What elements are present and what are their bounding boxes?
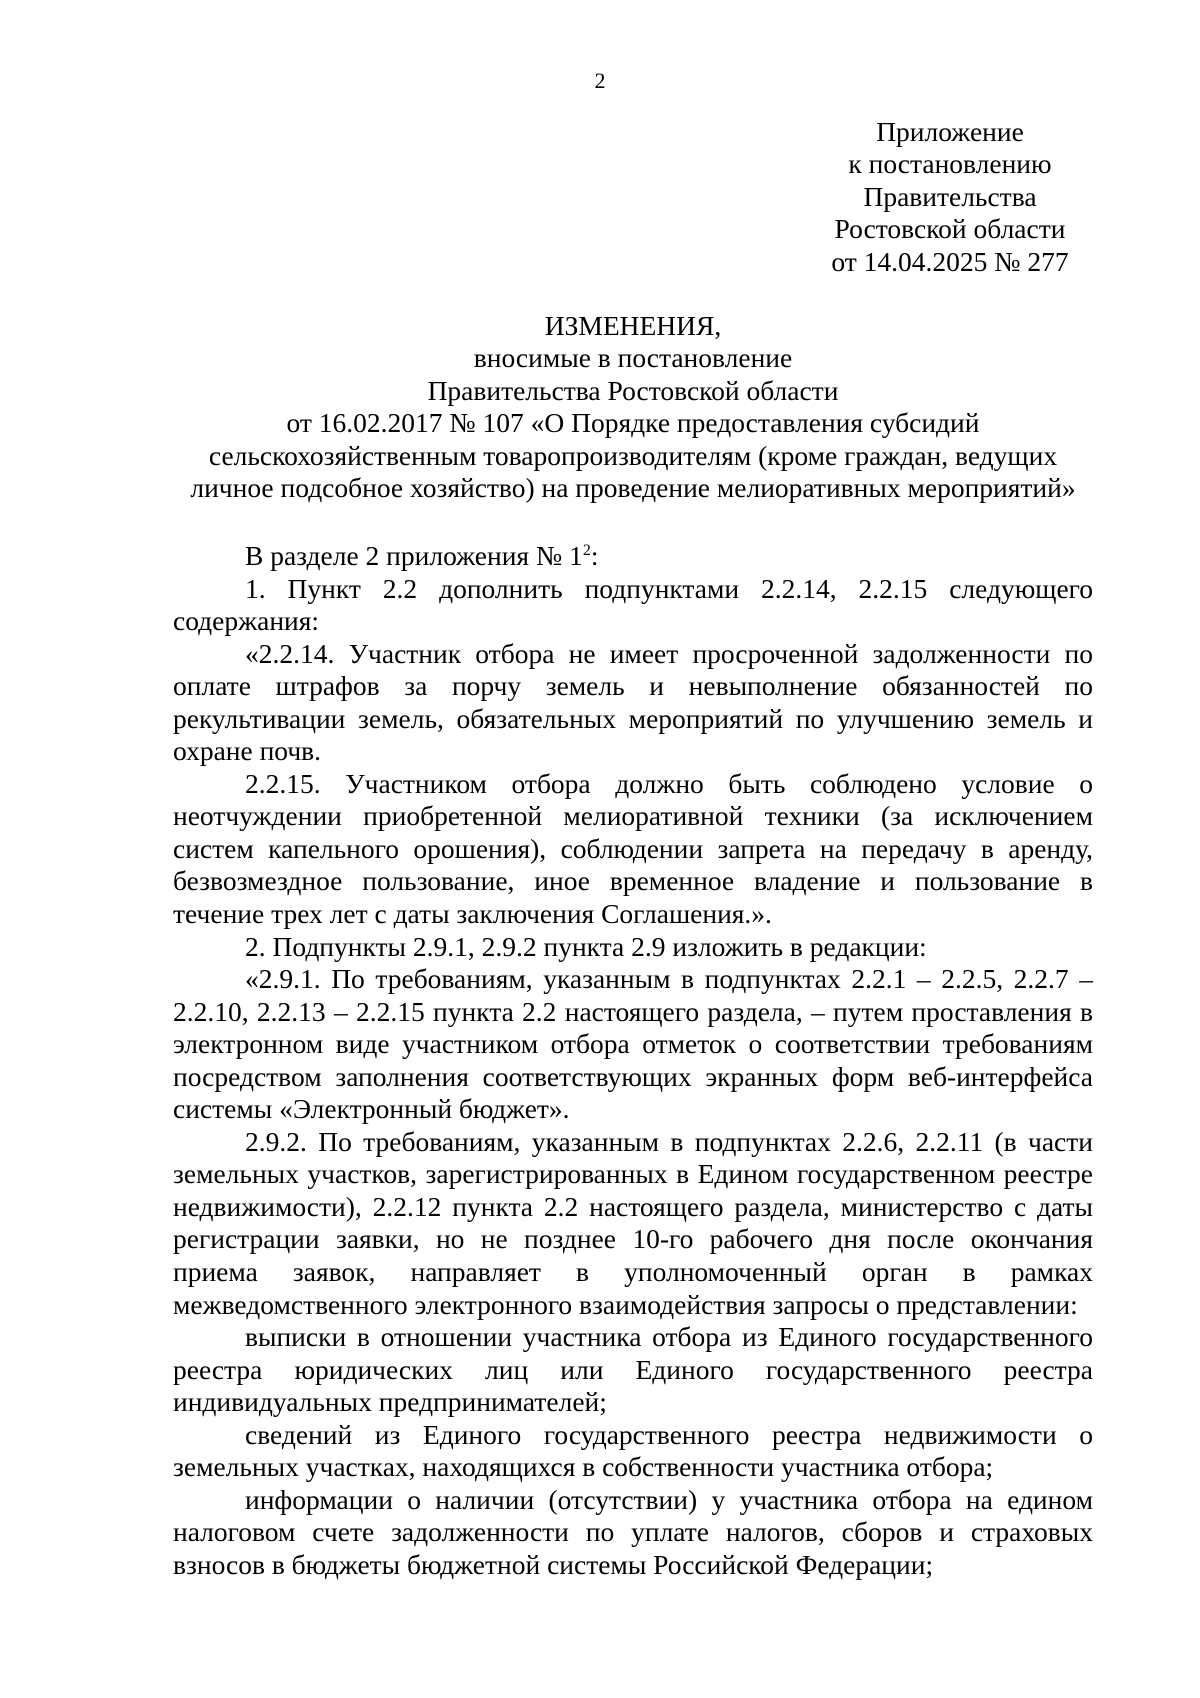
title-heading: ИЗМЕНЕНИЯ,	[544, 310, 722, 341]
title-line: от 16.02.2017 № 107 «О Порядке предоставления субсидий	[286, 407, 980, 439]
paragraph: выписки в отношении участника отбора из Единого государственного реестра юридических лиц или Единого государственного реестра индивидуальных предпринимателей;	[173, 1321, 1093, 1418]
paragraph: «2.9.1. По требованиям, указанным в подпунктах 2.2.1 – 2.2.5, 2.2.7 – 2.2.10, 2.2.13 – 2.2.15 пункта 2.2 настоящего раздела, – путем проставления в электронном виде участником отбора отметок о соответствии требованиям посредством заполнения соответствующих экранных форм веб-интерфейса системы «Электронный бюджет».	[173, 963, 1093, 1125]
appendix-header	[820, 116, 1080, 278]
intro-colon: :	[590, 540, 599, 571]
paragraph: 2. Подпункты 2.9.1, 2.9.2 пункта 2.9 изложить в редакции:	[245, 930, 927, 962]
appendix-line: к постановлению	[848, 148, 1052, 180]
title-line: вносимые в постановление	[473, 342, 793, 374]
appendix-line: Правительства	[863, 180, 1037, 212]
paragraph: 1. Пункт 2.2 дополнить подпунктами 2.2.14, 2.2.15 следующего содержания:	[173, 572, 1093, 637]
title-line: личное подсобное хозяйство) на проведение мелиоративных мероприятий»	[190, 472, 1076, 504]
appendix-line: Приложение	[876, 116, 1024, 147]
page-number: 2	[594, 68, 606, 93]
intro-text: В разделе 2 приложения № 1	[245, 540, 583, 571]
footnote-superscript: 2	[582, 542, 591, 559]
title-line: Правительства Ростовской области	[427, 374, 839, 406]
appendix-line: от 14.04.2025 № 277	[831, 245, 1069, 277]
appendix-line: Ростовской области	[834, 213, 1066, 245]
intro-paragraph	[173, 540, 1093, 573]
paragraph: 2.9.2. По требованиям, указанным в подпунктах 2.2.6, 2.2.11 (в части земельных участков, зарегистрированных в Едином государственном реестре недвижимости), 2.2.12 пункта 2.2 настоящего раздела, министерство с даты регистрации заявки, но не позднее 10-го рабочего дня после окончания приема заявок, направляет в уполномоченный орган в рамках межведомственного электронного взаимодействия запросы о представлении:	[173, 1125, 1093, 1320]
title-line: сельскохозяйственным товаропроизводителям (кроме граждан, ведущих	[208, 439, 1058, 471]
paragraph: «2.2.14. Участник отбора не имеет просроченной задолженности по оплате штрафов за порчу земель и невыполнение обязанностей по рекультивации земель, обязательных мероприятий по улучшению земель и охране почв.	[173, 637, 1093, 767]
document-title	[173, 310, 1093, 504]
document-body	[173, 540, 1093, 1582]
paragraph: информации о наличии (отсутствии) у участника отбора на едином налоговом счете задолженности по уплате налогов, сборов и страховых взносов в бюджеты бюджетной системы Российской Федерации;	[173, 1483, 1093, 1580]
paragraph: 2.2.15. Участником отбора должно быть соблюдено условие о неотчуждении приобретенной мелиоративной техники (за исключением систем капельного орошения), соблюдении запрета на передачу в аренду, безвозмездное пользование, иное временное владение и пользование в течение трех лет с даты заключения Соглашения.».	[173, 767, 1093, 930]
paragraph: сведений из Единого государственного реестра недвижимости о земельных участках, находящихся в собственности участника отбора;	[173, 1418, 1093, 1483]
